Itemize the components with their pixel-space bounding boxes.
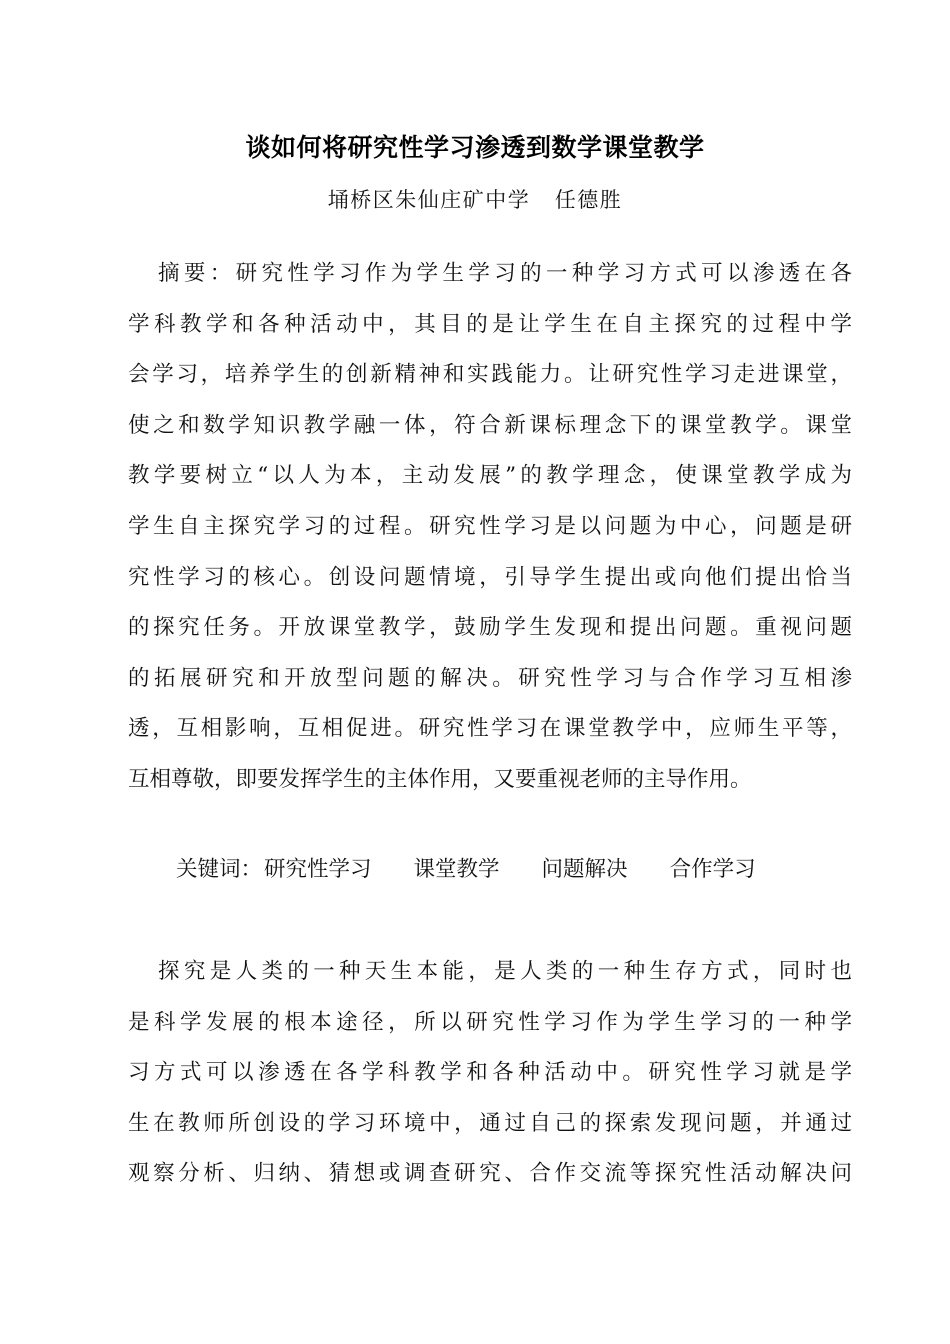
abstract-line: 究性学习的核心。创设问题情境，引导学生提出或向他们提出恰当 [128, 564, 852, 590]
abstract-paragraph [128, 249, 852, 806]
abstract-line: 学生自主探究学习的过程。研究性学习是以问题为中心，问题是研 [128, 513, 852, 539]
body-paragraph [128, 947, 852, 1200]
body-line: 观察分析、归纳、猜想或调查研究、合作交流等探究性活动解决问 [128, 1161, 852, 1187]
abstract-line: 会学习，培养学生的创新精神和实践能力。让研究性学习走进课堂， [128, 362, 852, 388]
keywords-row [176, 850, 756, 890]
keyword: 合作学习 [669, 857, 756, 882]
keyword: 课堂教学 [413, 857, 500, 882]
document-title: 谈如何将研究性学习渗透到数学课堂教学 [245, 133, 705, 162]
keyword: 研究性学习 [264, 857, 372, 882]
abstract-line: 摘要：研究性学习作为学生学习的一种学习方式可以渗透在各 [158, 261, 852, 286]
keyword: 问题解决 [541, 857, 628, 882]
abstract-line: 教学要树立“以人为本，主动发展”的教学理念，使课堂教学成为 [128, 463, 852, 489]
body-line: 探究是人类的一种天生本能，是人类的一种生存方式，同时也 [158, 959, 852, 984]
keywords-label: 关键词： [176, 857, 263, 882]
abstract-line: 的拓展研究和开放型问题的解决。研究性学习与合作学习互相渗 [128, 665, 852, 691]
body-line: 生在教师所创设的学习环境中，通过自己的探索发现问题，并通过 [128, 1110, 852, 1136]
body-line: 是科学发展的根本途径，所以研究性学习作为学生学习的一种学 [128, 1009, 852, 1035]
author-byline: 埇桥区朱仙庄矿中学 任德胜 [327, 188, 623, 212]
abstract-line: 使之和数学知识教学融一体，符合新课标理念下的课堂教学。课堂 [128, 412, 852, 438]
abstract-line: 学科教学和各种活动中，其目的是让学生在自主探究的过程中学 [128, 311, 852, 337]
abstract-line: 透，互相影响，互相促进。研究性学习在课堂教学中，应师生平等， [128, 716, 852, 742]
abstract-line: 的探究任务。开放课堂教学，鼓励学生发现和提出问题。重视问题 [128, 615, 852, 641]
body-line: 习方式可以渗透在各学科教学和各种活动中。研究性学习就是学 [128, 1060, 852, 1086]
abstract-line: 互相尊敬，即要发挥学生的主体作用，又要重视老师的主导作用。 [128, 766, 752, 792]
